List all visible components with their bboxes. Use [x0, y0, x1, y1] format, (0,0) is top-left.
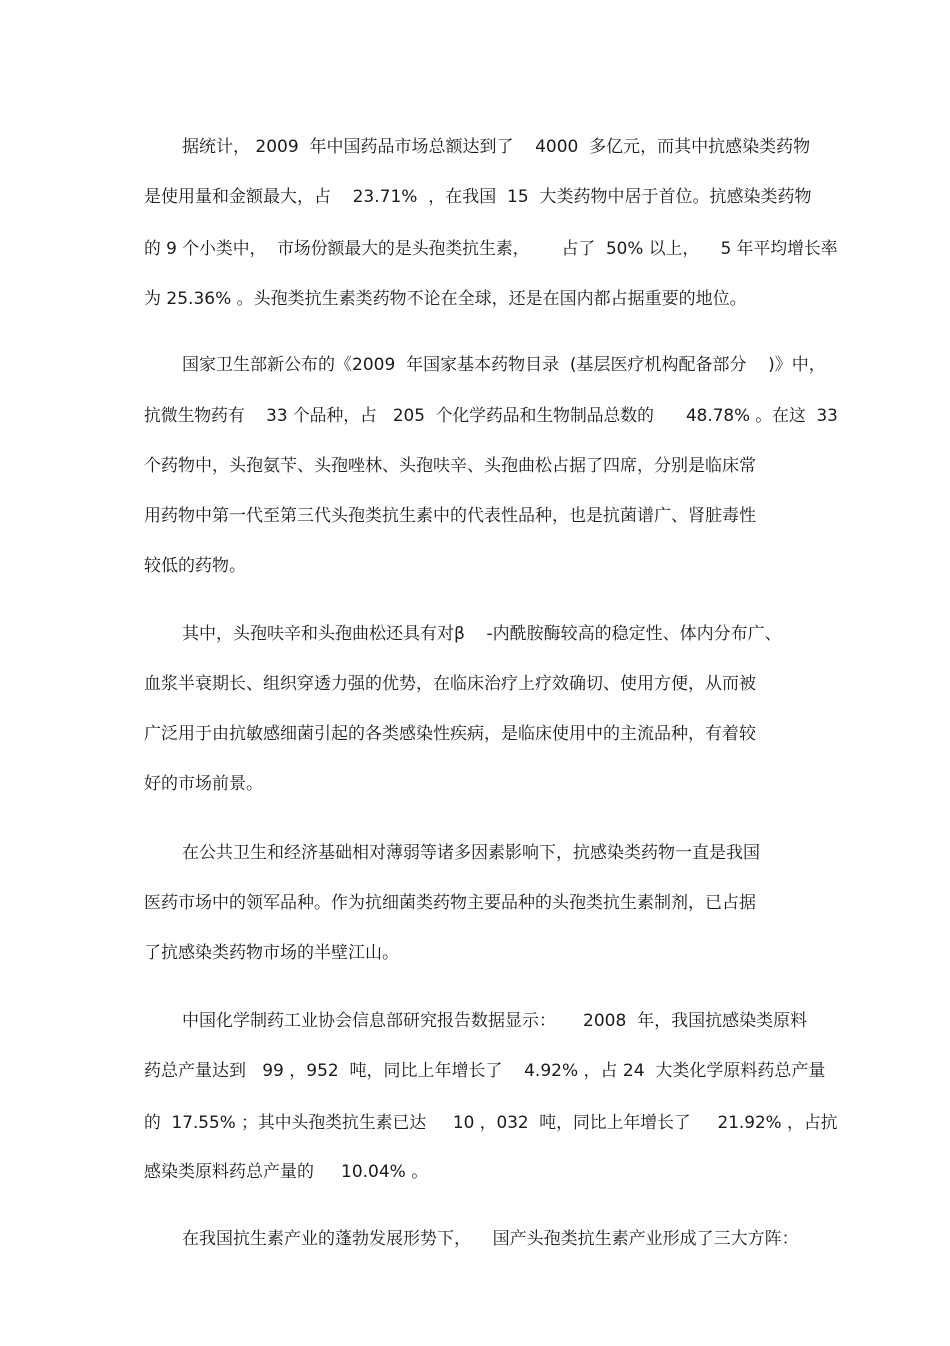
paragraph-2-line-5: 较低的药物。 [144, 556, 246, 576]
paragraph-3-line-3: 广泛用于由抗敏感细菌引起的各类感染性疾病，是临床使用中的主流品种，有着较 [144, 724, 756, 744]
paragraph-2-line-3: 个药物中，头孢氨苄、头孢唑林、头孢呋辛、头孢曲松占据了四席，分别是临床常 [144, 456, 756, 476]
paragraph-4-line-3: 了抗感染类药物市场的半壁江山。 [144, 943, 399, 963]
paragraph-6-line-1: 在我国抗生素产业的蓬勃发展形势下， 国产头孢类抗生素产业形成了三大方阵： [182, 1229, 799, 1249]
paragraph-5-line-3: 的 17.55% ；其中头孢类抗生素已达 10 ，032 吨，同比上年增长了 21.92% ，占抗 [144, 1112, 838, 1132]
paragraph-1-line-3: 的 9 个小类中， 市场份额最大的是头孢类抗生素， 占了 50% 以上， 5 年平均增长率 [144, 238, 838, 258]
paragraph-5-line-4: 感染类原料药总产量的 10.04% 。 [144, 1162, 429, 1182]
paragraph-2-line-2: 抗微生物药有 33 个品种，占 205 个化学药品和生物制品总数的 48.78% 。在这 33 [144, 405, 838, 425]
paragraph-2-line-4: 用药物中第一代至第三代头孢类抗生素中的代表性品种，也是抗菌谱广、肾脏毒性 [144, 506, 756, 526]
paragraph-1-line-2: 是使用量和金额最大，占 23.71% ，在我国 15 大类药物中居于首位。抗感染类药物 [144, 187, 812, 207]
paragraph-5-line-1: 中国化学制药工业协会信息部研究报告数据显示： 2008 年，我国抗感染类原料 [182, 1011, 808, 1031]
paragraph-1-line-4: 为 25.36% 。头孢类抗生素类药物不论在全球，还是在国内都占据重要的地位。 [144, 289, 747, 309]
paragraph-5-line-2: 药总产量达到 99 ，952 吨，同比上年增长了 4.92% ，占 24 大类化学原料药总产量 [144, 1061, 826, 1081]
paragraph-4-line-2: 医药市场中的领军品种。作为抗细菌类药物主要品种的头孢类抗生素制剂，已占据 [144, 893, 756, 913]
paragraph-3-line-1: 其中，头孢呋辛和头孢曲松还具有对β -内酰胺酶较高的稳定性、体内分布广、 [182, 624, 782, 644]
paragraph-4-line-1: 在公共卫生和经济基础相对薄弱等诸多因素影响下，抗感染类药物一直是我国 [182, 843, 760, 863]
paragraph-1-line-1: 据统计， 2009 年中国药品市场总额达到了 4000 多亿元，而其中抗感染类药物 [182, 137, 811, 157]
paragraph-3-line-2: 血浆半衰期长、组织穿透力强的优势，在临床治疗上疗效确切、使用方便，从而被 [144, 674, 756, 694]
paragraph-2-line-1: 国家卫生部新公布的《2009 年国家基本药物目录 (基层医疗机构配备部分 )》中， [182, 355, 826, 375]
paragraph-3-line-4: 好的市场前景。 [144, 774, 263, 794]
